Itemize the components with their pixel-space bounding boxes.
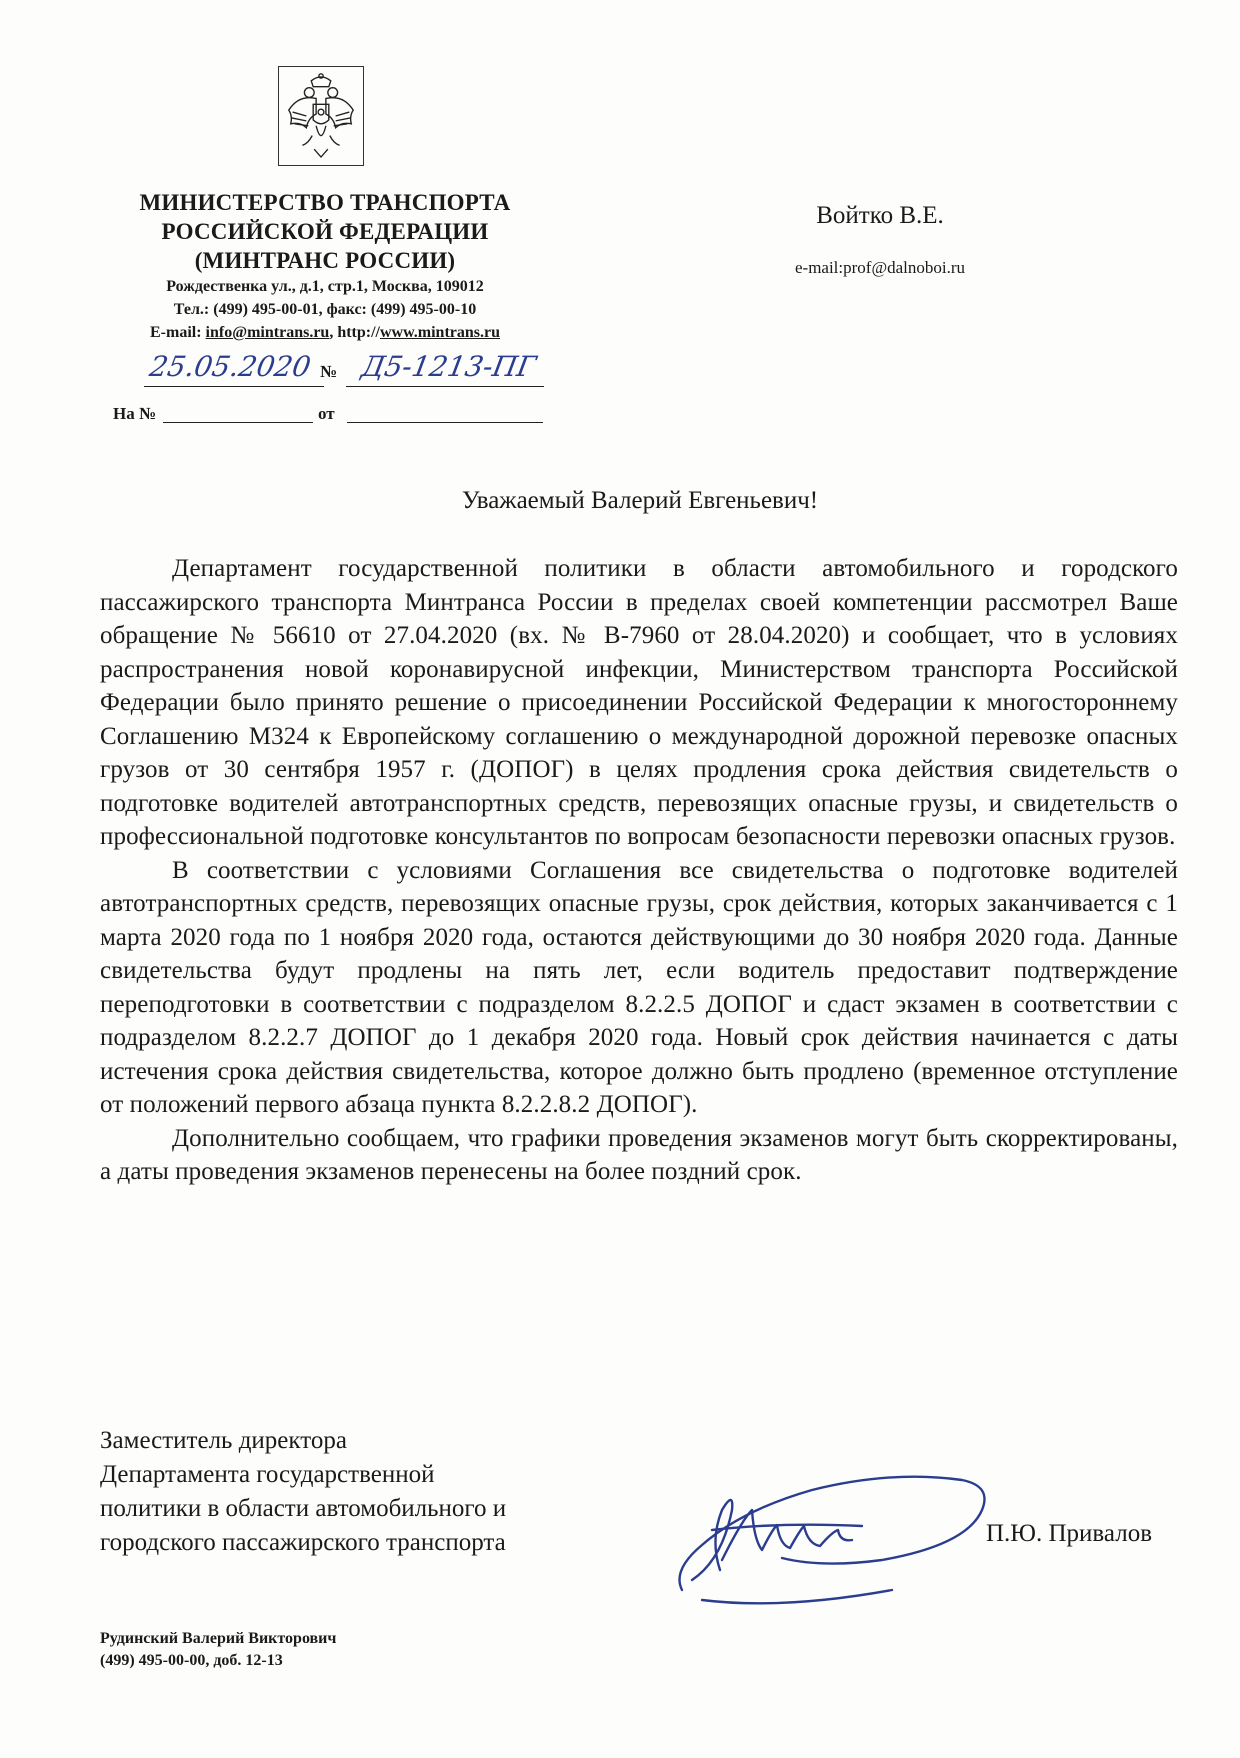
reference-date-blank	[347, 422, 543, 423]
handwritten-signature	[662, 1450, 1002, 1610]
org-email-web	[100, 321, 550, 344]
registration-date: 25.05.2020	[147, 350, 314, 383]
addressee-name: Войтко В.Е.	[816, 202, 944, 229]
signatory-position-line-1: Заместитель директора	[100, 1427, 347, 1454]
body-paragraph-2: В соответствии с условиями Соглашения все свидетельства о подготовке водителей автотранспортных средств, перевозящих опасные грузы, срок действия, которых заканчивается с 1 марта 2020 года по 1 ноября 2020 года, остаются действующими до 30 ноября 2020 года. Данные свидетельства будут продлены на пять лет, если водитель предоставит подтверждение переподготовки в соответствии с подразделом 8.2.2.5 ДОПОГ и сдаст экзамен в соответствии с подразделом 8.2.2.7 ДОПОГ до 1 декабря 2020 года. Новый срок действия начинается с даты истечения срока действия свидетельства, которое должно быть продлено (временное отступление от положений первого абзаца пункта 8.2.2.8.2 ДОПОГ).	[100, 856, 1178, 1118]
reference-line	[113, 404, 543, 428]
signatory-name: П.Ю. Привалов	[986, 1520, 1153, 1547]
reference-number-blank	[163, 422, 313, 423]
org-phone-fax: Тел.: (499) 495-00-01, факс: (499) 495-00-10	[173, 301, 477, 318]
executor-phone: (499) 495-00-00, доб. 12-13	[100, 1652, 283, 1669]
signatory-position	[100, 1424, 620, 1560]
registration-number-label: №	[320, 362, 338, 381]
coat-of-arms-emblem-icon	[278, 66, 364, 166]
number-underline	[346, 386, 544, 387]
addressee-block	[700, 200, 1060, 278]
salutation: Уважаемый Валерий Евгеньевич!	[461, 487, 819, 514]
org-address: Рождественка ул., д.1, стр.1, Москва, 109012	[166, 278, 484, 295]
executor-name: Рудинский Валерий Викторович	[100, 1630, 337, 1647]
ministry-header	[100, 188, 550, 344]
signatory-position-line-3: политики в области автомобильного и	[100, 1495, 507, 1522]
body-paragraph-1: Департамент государственной политики в области автомобильного и городского пассажирского транспорта Минтранса России в пределах своей компетенции рассмотрел Ваше обращение № 56610 от 27.04.2020 (вх. № В-7960 от 28.04.2020) и сообщает, что в условиях распространения новой коронавирусной инфекции, Министерством транспорта Российской Федерации было принято решение о присоединении Российской Федерации к многостороннему Соглашению М324 к Европейскому соглашению о международной дорожной перевозке опасных грузов от 30 сентября 1957 г. (ДОПОГ) в целях продления срока действия свидетельств о подготовке водителей автотранспортных средств, перевозящих опасные грузы, и свидетельств о профессиональной подготовке консультантов по вопросам безопасности перевозки опасных грузов.	[100, 555, 1178, 850]
registration-line	[124, 350, 544, 390]
addressee-email: e-mail:prof@dalnoboi.ru	[794, 258, 966, 277]
registration-number: Д5-1213-ПГ	[359, 350, 539, 383]
signatory-position-line-2: Департамента государственной	[100, 1461, 435, 1488]
org-name-line-2: РОССИЙСКОЙ ФЕДЕРАЦИИ	[161, 219, 489, 244]
body-paragraph-3: Дополнительно сообщаем, что графики проведения экзаменов могут быть скорректированы, а даты проведения экзаменов перенесены на более поздний срок.	[100, 1124, 1178, 1185]
letter-body	[100, 552, 1178, 1189]
org-name-line-1: МИНИСТЕРСТВО ТРАНСПОРТА	[139, 190, 511, 215]
reference-number-label: На №	[113, 404, 157, 423]
signatory-position-line-4: городского пассажирского транспорта	[100, 1529, 506, 1556]
web-separator: , http://	[329, 324, 380, 341]
email-link[interactable]: info@mintrans.ru	[205, 324, 330, 341]
web-link[interactable]: www.mintrans.ru	[379, 324, 500, 341]
org-name-line-3: (МИНТРАНС РОССИИ)	[194, 248, 456, 273]
reference-from-label: от	[318, 404, 335, 423]
date-underline	[144, 386, 324, 387]
executor-block	[100, 1628, 336, 1672]
email-label: E-mail:	[149, 324, 206, 341]
